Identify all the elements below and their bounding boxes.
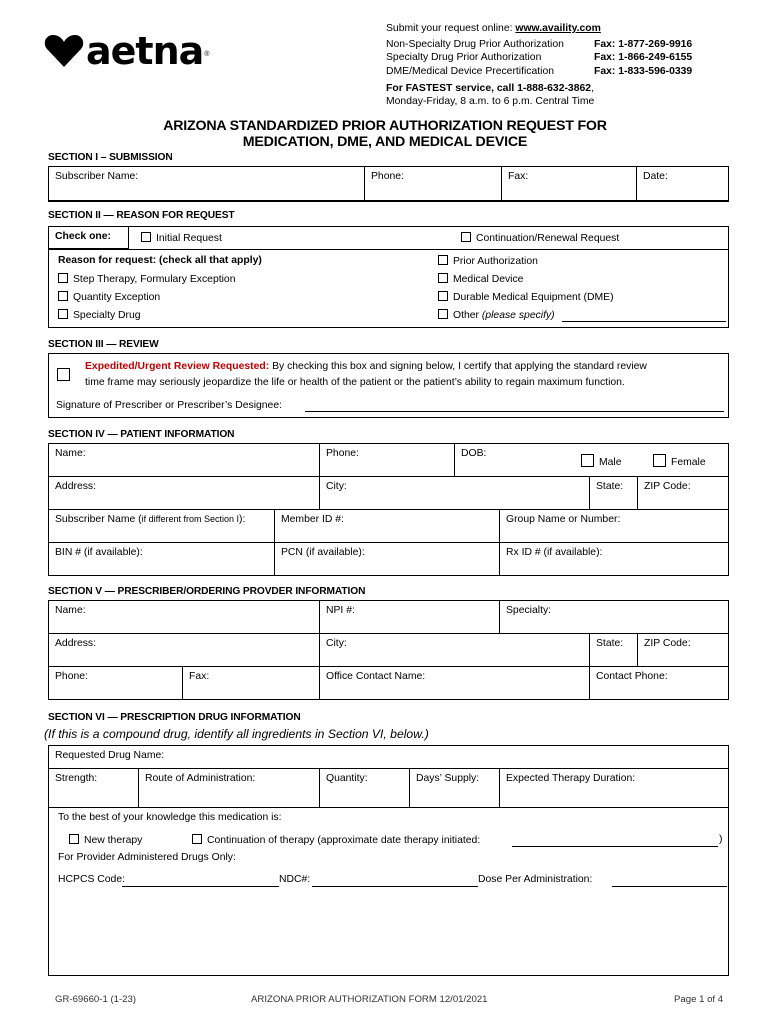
npi-field[interactable] — [320, 601, 500, 634]
reason-option[interactable] — [438, 255, 538, 267]
reason-box — [48, 250, 729, 328]
section-1-box — [48, 166, 729, 202]
knowledge-label: To the best of your knowledge this medication is: — [58, 812, 282, 823]
hcpcs-line[interactable] — [122, 886, 279, 887]
field-label: BIN # (if available): — [55, 547, 143, 558]
section-4-heading: SECTION IV — PATIENT INFORMATION — [48, 429, 235, 440]
quantity-field[interactable] — [320, 769, 410, 808]
fax-number: Fax: 1-833-596-0339 — [594, 65, 693, 77]
option-hint: (please specify) — [481, 310, 555, 321]
field-label: City: — [326, 481, 347, 492]
new-therapy-option[interactable] — [69, 834, 142, 846]
option-label: Continuation of therapy (approximate date therapy initiated: — [207, 835, 481, 846]
field-label: ZIP Code: — [644, 481, 691, 492]
option-label: Durable Medical Equipment (DME) — [453, 292, 614, 303]
heart-icon — [44, 34, 84, 68]
days-supply-field[interactable] — [410, 769, 500, 808]
field-label: Name: — [55, 605, 86, 616]
prescriber-address-field[interactable] — [49, 634, 320, 667]
checkbox[interactable] — [58, 273, 68, 283]
signature-label: Signature of Prescriber or Prescriber’s Designee: — [56, 400, 283, 411]
fastest-prefix: For FASTEST service, — [386, 82, 494, 94]
patient-dob-field[interactable] — [455, 444, 564, 477]
field-label: ZIP Code: — [644, 638, 691, 649]
fax-number: Fax: 1-877-269-9916 — [594, 39, 693, 51]
field-label: Contact Phone: — [596, 671, 668, 682]
online-prefix: Submit your request online: — [386, 23, 516, 34]
checkbox[interactable] — [438, 291, 448, 301]
prescriber-state-field[interactable] — [590, 634, 638, 667]
field-label: NPI #: — [326, 605, 355, 616]
option-label: Continuation/Renewal Request — [476, 233, 620, 244]
office-contact-field[interactable] — [320, 667, 590, 699]
checkbox[interactable] — [653, 454, 666, 467]
route-field[interactable] — [139, 769, 320, 808]
initial-request-option[interactable] — [141, 232, 222, 244]
patient-name-field[interactable] — [49, 444, 320, 477]
service-hours: Monday-Friday, 8 a.m. to 6 p.m. Central Time — [386, 96, 595, 108]
fax-row — [386, 65, 692, 78]
online-submission — [386, 22, 692, 35]
checkbox[interactable] — [581, 454, 594, 467]
checkbox[interactable] — [438, 255, 448, 265]
close-paren: ) — [719, 834, 723, 845]
field-label: City: — [326, 638, 347, 649]
male-option[interactable] — [581, 454, 622, 468]
provider-admin-label: For Provider Administered Drugs Only: — [58, 852, 236, 863]
form-title — [0, 118, 770, 150]
option-label: Other — [453, 310, 482, 321]
field-label: Expected Therapy Duration: — [506, 773, 636, 784]
fax-label: DME/Medical Device Precertification — [386, 65, 555, 77]
patient-zip-field[interactable] — [638, 477, 729, 510]
subscriber-name-field[interactable] — [49, 167, 365, 201]
checkbox[interactable] — [69, 834, 79, 844]
fax-label: Specialty Drug Prior Authorization — [386, 52, 542, 64]
field-label: Subscriber Name: — [55, 171, 139, 182]
field-label: Check one: — [55, 231, 112, 242]
date-field[interactable] — [637, 167, 729, 201]
field-label: Quantity: — [326, 773, 368, 784]
checkbox[interactable] — [58, 291, 68, 301]
phone-field[interactable] — [365, 167, 502, 201]
field-label: Days’ Supply: — [416, 773, 480, 784]
checkbox[interactable] — [438, 273, 448, 283]
hcpcs-label: HCPCS Code: — [58, 874, 125, 885]
member-id-field[interactable] — [275, 510, 500, 543]
checkbox[interactable] — [192, 834, 202, 844]
field-label: Address: — [55, 481, 97, 492]
section-6-heading: SECTION VI — PRESCRIPTION DRUG INFORMATION — [48, 712, 301, 723]
expedited-label: Expedited/Urgent Review Requested: — [85, 361, 270, 372]
field-label: ): — [239, 514, 246, 525]
option-label: Quantity Exception — [73, 292, 161, 303]
requested-drug-field[interactable] — [49, 746, 729, 769]
section-2-heading: SECTION II — REASON FOR REQUEST — [48, 210, 235, 221]
title-line-2: MEDICATION, DME, AND MEDICAL DEVICE — [242, 134, 528, 150]
prescriber-phone-field[interactable] — [49, 667, 183, 699]
ndc-label: NDC#: — [279, 874, 311, 885]
therapy-date-line[interactable] — [512, 846, 718, 847]
option-label: Male — [599, 457, 622, 468]
fax-field[interactable] — [502, 167, 637, 201]
option-label: New therapy — [84, 835, 143, 846]
reason-option[interactable] — [58, 291, 160, 303]
field-label: Group Name or Number: — [506, 514, 621, 525]
prescriber-fax-field[interactable] — [183, 667, 320, 699]
page-number: Page 1 of 4 — [674, 994, 724, 1005]
patient-phone-field[interactable] — [320, 444, 455, 477]
field-label: PCN (if available): — [281, 547, 365, 558]
checkbox[interactable] — [58, 309, 68, 319]
field-label: State: — [596, 638, 624, 649]
fastest-call: call 1-888-632-3862 — [494, 82, 592, 94]
check-one-label-cell — [49, 227, 129, 249]
ndc-line[interactable] — [312, 886, 478, 887]
fastest-suffix: , — [591, 82, 594, 94]
field-hint: if different from Section I — [141, 514, 240, 524]
logo-wordmark: aetna — [86, 29, 204, 73]
reason-option[interactable] — [438, 291, 614, 303]
availity-link[interactable]: www.availity.com — [515, 23, 601, 34]
checkbox[interactable] — [461, 232, 471, 242]
rx-id-field[interactable] — [500, 543, 729, 575]
option-label: Female — [671, 457, 706, 468]
strength-field[interactable] — [49, 769, 139, 808]
field-label: Specialty: — [506, 605, 552, 616]
option-label: Prior Authorization — [453, 256, 538, 267]
dose-line[interactable] — [612, 886, 727, 887]
checkbox[interactable] — [141, 232, 151, 242]
bin-field[interactable] — [49, 543, 275, 575]
expedited-text-2: time frame may seriously jeopardize the life or health of the patient or the patient’s ability to regain maximum function. — [85, 377, 625, 388]
option-label: Step Therapy, Formulary Exception — [73, 274, 236, 285]
reason-option[interactable] — [438, 273, 523, 285]
fax-label: Non-Specialty Drug Prior Authorization — [386, 39, 564, 51]
expedited-text: By checking this box and signing below, I certify that applying the standard review — [269, 361, 647, 372]
registered-mark: ® — [204, 50, 210, 58]
fax-row — [386, 38, 692, 51]
fax-row — [386, 51, 692, 64]
expedited-text-1 — [85, 361, 647, 372]
patient-box — [48, 443, 729, 576]
field-label: Address: — [55, 638, 97, 649]
prescriber-city-field[interactable] — [320, 634, 590, 667]
prescriber-name-field[interactable] — [49, 601, 320, 634]
reason-option-other[interactable] — [438, 309, 555, 321]
reason-heading: Reason for request: (check all that apply) — [58, 255, 262, 266]
checkbox[interactable] — [438, 309, 448, 319]
prescriber-box — [48, 600, 729, 700]
field-label: Phone: — [326, 448, 359, 459]
field-label: Rx ID # (if available): — [506, 547, 603, 558]
field-label: Fax: — [508, 171, 529, 182]
dose-label: Dose Per Administration: — [478, 874, 593, 885]
prescriber-zip-field[interactable] — [638, 634, 729, 667]
field-label: Route of Administration: — [145, 773, 256, 784]
option-label: Initial Request — [156, 233, 222, 244]
pcn-field[interactable] — [275, 543, 500, 575]
patient-subscriber-field[interactable] — [49, 510, 275, 543]
option-label: Medical Device — [453, 274, 524, 285]
field-label: Name: — [55, 448, 86, 459]
field-label: State: — [596, 481, 624, 492]
specialty-field[interactable] — [500, 601, 729, 634]
signature-line[interactable] — [305, 411, 724, 412]
section-5-heading: SECTION V — PRESCRIBER/ORDERING PROVDER INFORMATION — [48, 586, 366, 597]
section-3-heading: SECTION III — REVIEW — [48, 339, 159, 350]
field-label: Member ID #: — [281, 514, 344, 525]
field-label: DOB: — [461, 448, 487, 459]
field-label: Strength: — [55, 773, 98, 784]
female-option[interactable] — [653, 454, 706, 468]
field-label: Phone: — [55, 671, 88, 682]
reason-option[interactable] — [58, 309, 141, 321]
check-one-row — [48, 226, 729, 250]
patient-city-field[interactable] — [320, 477, 590, 510]
therapy-duration-field[interactable] — [500, 769, 729, 808]
continuation-therapy-option[interactable] — [192, 834, 480, 846]
review-box — [48, 353, 729, 418]
contact-phone-field[interactable] — [590, 667, 729, 699]
option-label: Specialty Drug — [73, 310, 141, 321]
field-label: Requested Drug Name: — [55, 750, 165, 761]
field-label: Phone: — [371, 171, 404, 182]
title-line-1: ARIZONA STANDARDIZED PRIOR AUTHORIZATION REQUEST FOR — [163, 118, 607, 134]
reason-option[interactable] — [58, 273, 235, 285]
field-label: Office Contact Name: — [326, 671, 426, 682]
fax-number: Fax: 1-866-249-6155 — [594, 52, 693, 64]
expedited-checkbox[interactable] — [57, 368, 70, 381]
continuation-request-option[interactable] — [461, 232, 619, 244]
field-label: Subscriber Name ( — [55, 514, 142, 525]
field-label: Fax: — [189, 671, 210, 682]
fastest-service — [386, 82, 692, 95]
patient-address-field[interactable] — [49, 477, 320, 510]
patient-state-field[interactable] — [590, 477, 638, 510]
form-id: GR-69660-1 (1-23) — [55, 994, 137, 1005]
other-specify-line[interactable] — [562, 321, 726, 322]
drug-info-box — [48, 745, 729, 976]
aetna-logo — [44, 29, 210, 73]
field-label: Date: — [643, 171, 668, 182]
compound-note: (If this is a compound drug, identify all ingredients in Section VI, below.) — [44, 727, 429, 741]
section-1-heading: SECTION I – SUBMISSION — [48, 152, 173, 163]
group-number-field[interactable] — [500, 510, 729, 543]
submission-info — [386, 22, 692, 108]
footer-title: ARIZONA PRIOR AUTHORIZATION FORM 12/01/2021 — [251, 994, 488, 1005]
